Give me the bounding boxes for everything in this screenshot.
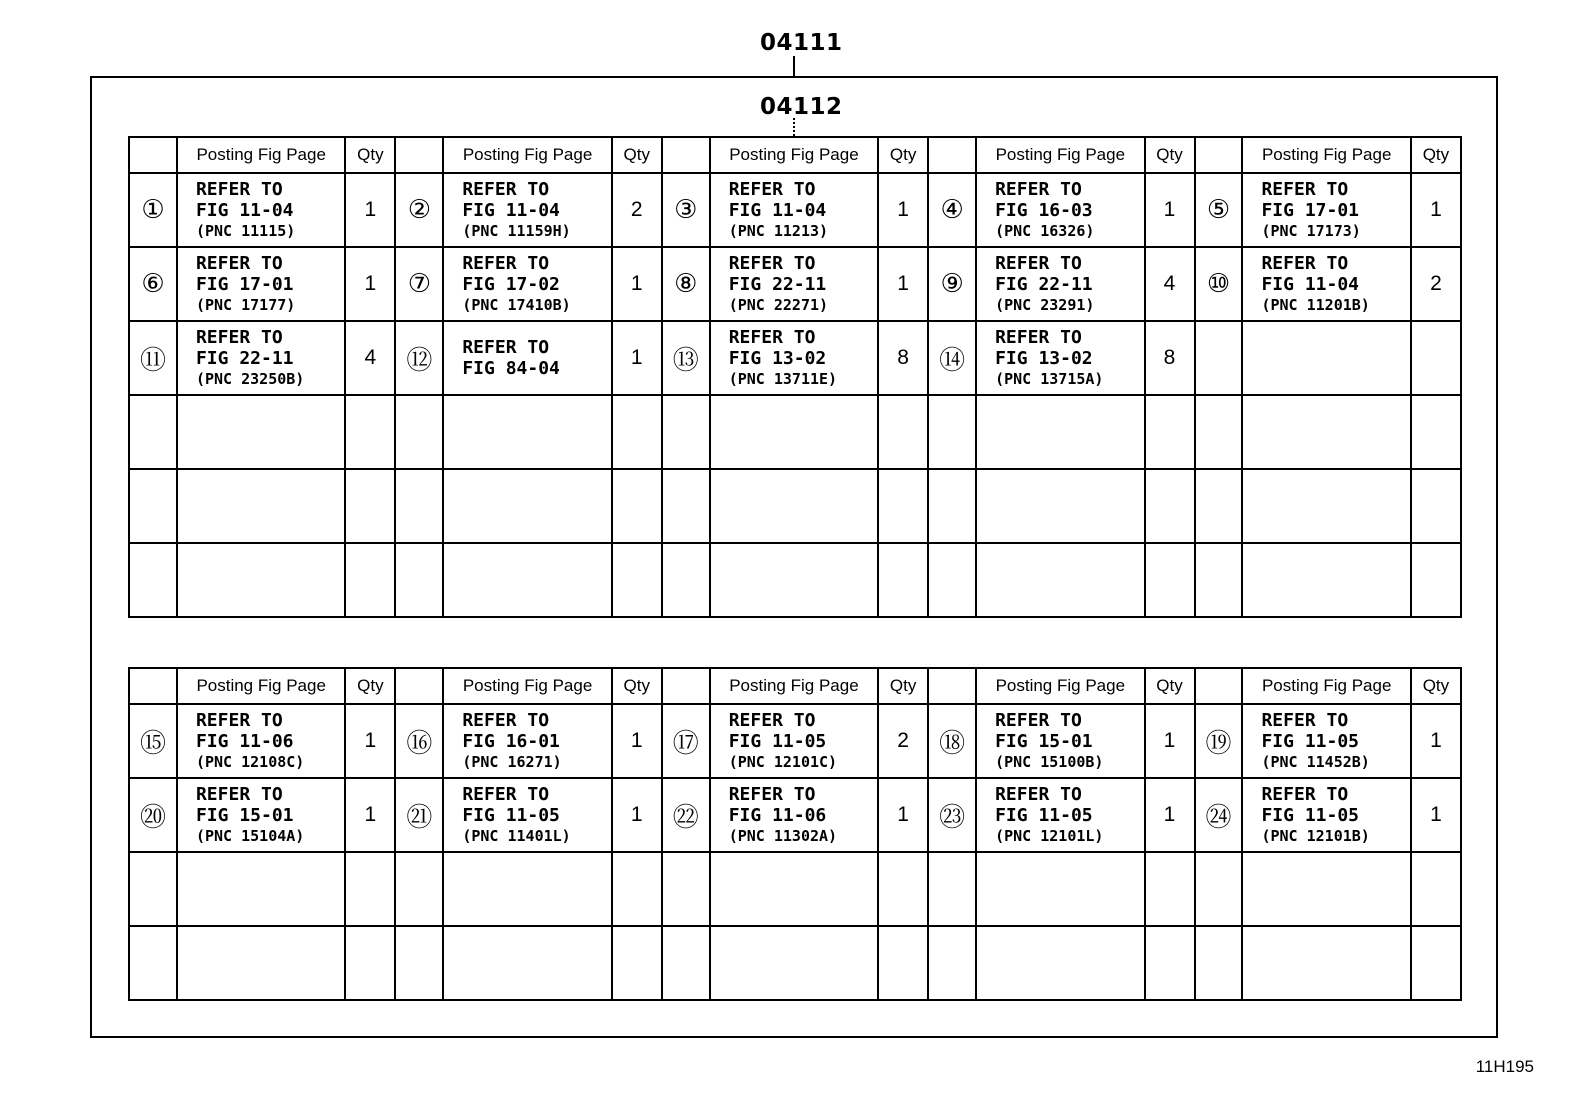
qty-header-cell: Qty	[1411, 137, 1461, 173]
ref-number: ⑬	[662, 321, 710, 395]
ref-number: ⑭	[928, 321, 976, 395]
refer-to-text: REFER TO	[995, 710, 1082, 731]
pnc-text: (PNC 12101L)	[995, 827, 1104, 845]
fig-page-text: FIG 11-05	[1261, 731, 1360, 752]
upper-parts-table	[128, 136, 1462, 618]
posting-cell	[177, 543, 345, 617]
ref-number	[928, 395, 976, 469]
posting-cell	[710, 926, 878, 1000]
pnc-text: (PNC 12101B)	[1261, 827, 1370, 845]
ref-number: ②	[395, 173, 443, 247]
ref-number: ⑰	[662, 704, 710, 778]
fig-page-text: FIG 15-01	[995, 731, 1093, 752]
ref-number: ⑥	[129, 247, 177, 321]
posting-cell	[710, 247, 878, 321]
pnc-text: (PNC 13715A)	[995, 370, 1104, 388]
posting-cell	[976, 173, 1144, 247]
assembly-label: 04111	[760, 30, 843, 56]
table-row	[129, 704, 1461, 778]
posting-cell	[1242, 543, 1410, 617]
qty-cell	[1145, 395, 1195, 469]
sub-assembly-leader-line	[793, 118, 795, 136]
posting-cell	[976, 926, 1144, 1000]
ref-number	[1195, 321, 1243, 395]
index-header-cell	[1195, 668, 1243, 704]
posting-header-cell: Posting Fig Page	[443, 668, 611, 704]
pnc-text: (PNC 15100B)	[995, 753, 1104, 771]
fig-page-text: FIG 11-06	[728, 805, 827, 826]
fig-page-text: FIG 11-06	[195, 731, 294, 752]
posting-header-cell: Posting Fig Page	[976, 137, 1144, 173]
posting-cell	[177, 852, 345, 926]
qty-cell	[878, 395, 928, 469]
refer-to-text: REFER TO	[728, 179, 816, 200]
ref-number	[1195, 395, 1243, 469]
fig-page-text: FIG 11-04	[195, 200, 294, 221]
refer-to-text: REFER TO	[462, 710, 550, 731]
pnc-text: (PNC 16326)	[995, 222, 1095, 240]
ref-number: ⑱	[928, 704, 976, 778]
ref-number	[395, 395, 443, 469]
qty-cell: 1	[612, 321, 662, 395]
posting-cell	[177, 173, 345, 247]
qty-cell	[878, 469, 928, 543]
qty-cell	[1145, 543, 1195, 617]
qty-cell	[1145, 852, 1195, 926]
refer-to-text: REFER TO	[1261, 710, 1349, 731]
posting-cell	[976, 321, 1144, 395]
fig-page-text: FIG 16-01	[462, 731, 560, 752]
ref-number: ①	[129, 173, 177, 247]
posting-cell	[177, 469, 345, 543]
posting-cell	[976, 469, 1144, 543]
qty-cell: 1	[1411, 704, 1461, 778]
refer-to-text: REFER TO	[1261, 253, 1349, 274]
posting-cell	[443, 543, 611, 617]
posting-cell	[177, 395, 345, 469]
posting-cell	[710, 321, 878, 395]
refer-to-text: REFER TO	[995, 327, 1082, 348]
ref-number: ⑦	[395, 247, 443, 321]
ref-number: ⑨	[928, 247, 976, 321]
posting-cell	[710, 704, 878, 778]
posting-cell	[443, 395, 611, 469]
ref-number	[129, 395, 177, 469]
index-header-cell	[395, 137, 443, 173]
qty-header-cell: Qty	[878, 137, 928, 173]
posting-header-cell: Posting Fig Page	[710, 137, 878, 173]
ref-number: ㉒	[662, 778, 710, 852]
qty-header-cell: Qty	[1145, 668, 1195, 704]
assembly-leader-line	[793, 56, 795, 76]
posting-cell	[710, 543, 878, 617]
ref-number: ⑮	[129, 704, 177, 778]
fig-page-text: FIG 11-04	[1261, 274, 1360, 295]
qty-cell: 1	[612, 247, 662, 321]
posting-cell	[443, 704, 611, 778]
posting-header-cell: Posting Fig Page	[1242, 137, 1410, 173]
qty-cell	[345, 395, 395, 469]
pnc-text: (PNC 12108C)	[195, 753, 305, 771]
sub-assembly-label: 04112	[760, 94, 843, 120]
refer-to-text: REFER TO	[728, 710, 816, 731]
ref-number	[928, 926, 976, 1000]
ref-number	[129, 543, 177, 617]
posting-cell	[976, 852, 1144, 926]
refer-to-text: REFER TO	[462, 253, 550, 274]
posting-cell	[177, 778, 345, 852]
ref-number: ⑤	[1195, 173, 1243, 247]
posting-cell	[710, 395, 878, 469]
index-header-cell	[129, 137, 177, 173]
qty-cell: 4	[345, 321, 395, 395]
table-row	[129, 852, 1461, 926]
ref-number	[395, 543, 443, 617]
posting-cell	[443, 469, 611, 543]
ref-number: ⑩	[1195, 247, 1243, 321]
posting-cell	[1242, 247, 1410, 321]
posting-cell	[443, 321, 611, 395]
ref-number	[395, 926, 443, 1000]
refer-to-text: REFER TO	[462, 784, 550, 805]
pnc-text: (PNC 11201B)	[1261, 296, 1370, 314]
index-header-cell	[928, 137, 976, 173]
table-row	[129, 778, 1461, 852]
ref-number	[395, 469, 443, 543]
qty-cell	[345, 469, 395, 543]
fig-page-text: FIG 13-02	[995, 348, 1093, 369]
qty-cell: 2	[878, 704, 928, 778]
fig-page-text: FIG 13-02	[728, 348, 827, 369]
lower-parts-table	[128, 667, 1462, 1001]
refer-to-text: REFER TO	[728, 784, 816, 805]
qty-cell: 1	[878, 778, 928, 852]
ref-number	[662, 852, 710, 926]
qty-cell	[345, 926, 395, 1000]
posting-cell	[443, 852, 611, 926]
qty-cell: 1	[1145, 173, 1195, 247]
qty-cell: 1	[1145, 778, 1195, 852]
qty-cell: 1	[345, 704, 395, 778]
fig-page-text: FIG 17-01	[1261, 200, 1360, 221]
refer-to-text: REFER TO	[995, 784, 1082, 805]
refer-to-text: REFER TO	[195, 179, 283, 200]
qty-cell	[612, 395, 662, 469]
qty-header-cell: Qty	[612, 668, 662, 704]
qty-header-cell: Qty	[1411, 668, 1461, 704]
posting-cell	[976, 543, 1144, 617]
qty-cell	[1145, 469, 1195, 543]
pnc-text: (PNC 23250B)	[195, 370, 305, 388]
header-row	[129, 137, 1461, 173]
qty-cell	[1411, 469, 1461, 543]
pnc-text: (PNC 13711E)	[728, 370, 838, 388]
qty-cell	[878, 852, 928, 926]
posting-cell	[1242, 852, 1410, 926]
refer-to-text: REFER TO	[195, 327, 283, 348]
posting-cell	[1242, 469, 1410, 543]
refer-to-text: REFER TO	[195, 710, 283, 731]
qty-header-cell: Qty	[878, 668, 928, 704]
qty-header-cell: Qty	[612, 137, 662, 173]
index-header-cell	[662, 137, 710, 173]
ref-number	[1195, 543, 1243, 617]
index-header-cell	[662, 668, 710, 704]
pnc-text: (PNC 16271)	[462, 753, 562, 771]
ref-number: ⑧	[662, 247, 710, 321]
index-header-cell	[395, 668, 443, 704]
posting-cell	[1242, 704, 1410, 778]
ref-number	[129, 852, 177, 926]
posting-cell	[710, 778, 878, 852]
qty-cell: 8	[878, 321, 928, 395]
pnc-text: (PNC 11159H)	[462, 222, 571, 240]
table-row	[129, 395, 1461, 469]
qty-cell	[1411, 321, 1461, 395]
table-row	[129, 321, 1461, 395]
table-row	[129, 469, 1461, 543]
pnc-text: (PNC 11302A)	[728, 827, 838, 845]
qty-cell	[878, 543, 928, 617]
ref-number	[129, 469, 177, 543]
table-row	[129, 247, 1461, 321]
pnc-text: (PNC 11452B)	[1261, 753, 1370, 771]
fig-page-text: FIG 11-05	[728, 731, 827, 752]
qty-cell: 1	[612, 778, 662, 852]
qty-header-cell: Qty	[1145, 137, 1195, 173]
pnc-text: (PNC 11115)	[195, 222, 296, 240]
fig-page-text: FIG 15-01	[195, 805, 294, 826]
ref-number: ⑫	[395, 321, 443, 395]
posting-cell	[1242, 926, 1410, 1000]
ref-number: ④	[928, 173, 976, 247]
ref-number	[1195, 469, 1243, 543]
fig-page-text: FIG 17-02	[462, 274, 560, 295]
fig-page-text: FIG 11-05	[1261, 805, 1360, 826]
fig-page-text: FIG 11-04	[462, 200, 560, 221]
illustration-code: 11H195	[1475, 1057, 1534, 1076]
ref-number: ⑪	[129, 321, 177, 395]
posting-cell	[710, 173, 878, 247]
ref-number	[1195, 852, 1243, 926]
refer-to-text: REFER TO	[995, 179, 1082, 200]
posting-cell	[1242, 173, 1410, 247]
posting-cell	[976, 395, 1144, 469]
pnc-text: (PNC 11213)	[728, 222, 829, 240]
qty-cell	[612, 852, 662, 926]
fig-page-text: FIG 11-05	[462, 805, 560, 826]
index-header-cell	[1195, 137, 1243, 173]
ref-number	[662, 395, 710, 469]
ref-number	[928, 852, 976, 926]
index-header-cell	[928, 668, 976, 704]
ref-number	[129, 926, 177, 1000]
refer-to-text: REFER TO	[195, 784, 283, 805]
qty-cell	[1145, 926, 1195, 1000]
pnc-text: (PNC 22271)	[728, 296, 829, 314]
qty-cell: 1	[1145, 704, 1195, 778]
refer-to-text: REFER TO	[728, 253, 816, 274]
ref-number: ⑳	[129, 778, 177, 852]
refer-to-text: REFER TO	[1261, 784, 1349, 805]
qty-cell	[612, 926, 662, 1000]
qty-cell	[1411, 395, 1461, 469]
posting-cell	[177, 926, 345, 1000]
qty-cell	[345, 543, 395, 617]
pnc-text: (PNC 15104A)	[195, 827, 305, 845]
qty-cell: 1	[345, 173, 395, 247]
posting-cell	[443, 173, 611, 247]
qty-cell: 1	[1411, 778, 1461, 852]
refer-to-text: REFER TO	[1261, 179, 1349, 200]
refer-to-text: REFER TO	[462, 179, 550, 200]
pnc-text: (PNC 23291)	[995, 296, 1095, 314]
pnc-text: (PNC 11401L)	[462, 827, 571, 845]
header-row	[129, 668, 1461, 704]
pnc-text: (PNC 17177)	[195, 296, 296, 314]
ref-number	[928, 543, 976, 617]
qty-cell: 2	[612, 173, 662, 247]
posting-cell	[710, 469, 878, 543]
ref-number	[662, 543, 710, 617]
fig-page-text: FIG 22-11	[995, 274, 1093, 295]
qty-cell: 4	[1145, 247, 1195, 321]
posting-header-cell: Posting Fig Page	[976, 668, 1144, 704]
ref-number: ㉓	[928, 778, 976, 852]
ref-number: ㉑	[395, 778, 443, 852]
qty-cell: 1	[878, 173, 928, 247]
table-row	[129, 173, 1461, 247]
posting-cell	[710, 852, 878, 926]
qty-cell: 1	[878, 247, 928, 321]
qty-header-cell: Qty	[345, 668, 395, 704]
fig-page-text: FIG 22-11	[195, 348, 294, 369]
posting-cell	[976, 247, 1144, 321]
ref-number: ㉔	[1195, 778, 1243, 852]
ref-number: ⑲	[1195, 704, 1243, 778]
ref-number	[662, 926, 710, 1000]
qty-cell: 1	[612, 704, 662, 778]
qty-cell: 1	[345, 247, 395, 321]
ref-number	[1195, 926, 1243, 1000]
ref-number	[662, 469, 710, 543]
posting-header-cell: Posting Fig Page	[443, 137, 611, 173]
fig-page-text: FIG 22-11	[728, 274, 827, 295]
ref-number: ③	[662, 173, 710, 247]
posting-header-cell: Posting Fig Page	[710, 668, 878, 704]
posting-cell	[1242, 778, 1410, 852]
qty-cell	[1411, 543, 1461, 617]
qty-cell	[345, 852, 395, 926]
posting-cell	[443, 247, 611, 321]
table-row	[129, 926, 1461, 1000]
posting-cell	[976, 778, 1144, 852]
fig-page-text: FIG 17-01	[195, 274, 294, 295]
fig-page-text: FIG 11-04	[728, 200, 827, 221]
posting-cell	[177, 704, 345, 778]
qty-cell	[1411, 926, 1461, 1000]
fig-page-text: FIG 11-05	[995, 805, 1093, 826]
fig-page-text: FIG 84-04	[462, 358, 560, 379]
qty-cell	[612, 543, 662, 617]
posting-cell	[443, 778, 611, 852]
pnc-text: (PNC 17410B)	[462, 296, 571, 314]
fig-page-text: FIG 16-03	[995, 200, 1093, 221]
qty-cell: 2	[1411, 247, 1461, 321]
posting-cell	[177, 247, 345, 321]
posting-header-cell: Posting Fig Page	[1242, 668, 1410, 704]
qty-cell	[1411, 852, 1461, 926]
qty-cell: 8	[1145, 321, 1195, 395]
refer-to-text: REFER TO	[195, 253, 283, 274]
qty-header-cell: Qty	[345, 137, 395, 173]
pnc-text: (PNC 17173)	[1261, 222, 1361, 240]
qty-cell: 1	[1411, 173, 1461, 247]
ref-number	[395, 852, 443, 926]
table-row	[129, 543, 1461, 617]
refer-to-text: REFER TO	[462, 337, 550, 358]
refer-to-text: REFER TO	[995, 253, 1082, 274]
posting-cell	[976, 704, 1144, 778]
posting-cell	[443, 926, 611, 1000]
ref-number: ⑯	[395, 704, 443, 778]
posting-header-cell: Posting Fig Page	[177, 137, 345, 173]
posting-cell	[177, 321, 345, 395]
posting-cell	[1242, 395, 1410, 469]
pnc-text: (PNC 12101C)	[728, 753, 838, 771]
qty-cell	[612, 469, 662, 543]
ref-number	[928, 469, 976, 543]
index-header-cell	[129, 668, 177, 704]
qty-cell	[878, 926, 928, 1000]
qty-cell: 1	[345, 778, 395, 852]
refer-to-text: REFER TO	[728, 327, 816, 348]
posting-header-cell: Posting Fig Page	[177, 668, 345, 704]
posting-cell	[1242, 321, 1410, 395]
